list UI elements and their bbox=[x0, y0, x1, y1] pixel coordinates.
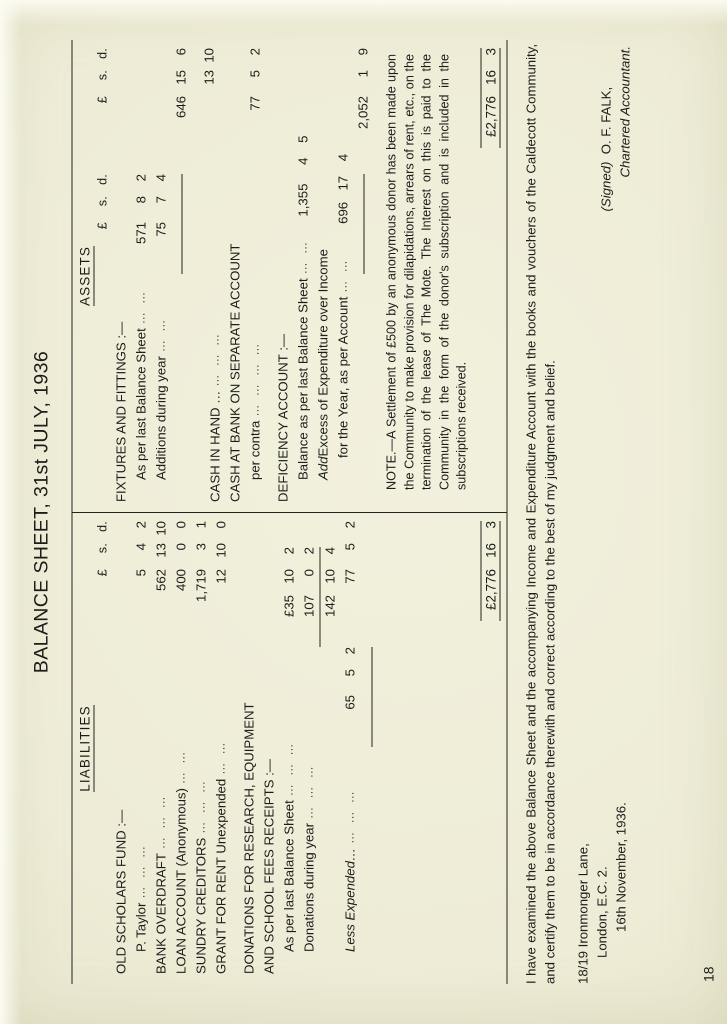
page-title: BALANCE SHEET, 31st JULY, 1936 bbox=[30, 350, 52, 674]
balance-sheet-table bbox=[71, 40, 507, 984]
fixtures-total-row: 646 15 6 bbox=[171, 48, 191, 502]
table-row: CASH IN HAND … … … … 13 10 bbox=[201, 48, 222, 502]
table-row: Donations during year … … … 107 0 2 bbox=[301, 547, 316, 952]
table-row: Balance as per last Balance Sheet … … 1,355 4 5 bbox=[295, 135, 310, 480]
liabilities-header-pence: d. bbox=[95, 521, 109, 532]
table-row: As per last Balance Sheet … … 571 8 2 bbox=[133, 174, 148, 480]
donations-subtotal-row: 142 10 4 bbox=[319, 521, 340, 974]
assets-column-headers bbox=[94, 40, 111, 512]
page-number: 18 bbox=[700, 966, 716, 982]
table-row: LOAN ACCOUNT (Anonymous) … … 400 0 0 bbox=[173, 521, 188, 974]
assets-inner-header-shillings: s. bbox=[95, 196, 109, 207]
table-row: As per last Balance Sheet … … … £35 10 2 bbox=[281, 547, 296, 952]
assets-inner-header-pounds: £ bbox=[95, 222, 109, 230]
address-line-2: London, E.C. 2. bbox=[594, 866, 609, 958]
assets-rows bbox=[111, 40, 373, 512]
liabilities-rows bbox=[111, 513, 380, 984]
assets-heading: ASSETS bbox=[77, 246, 92, 306]
address-line-3: 16th November, 1936. bbox=[613, 802, 628, 932]
donations-rule-row bbox=[360, 521, 380, 974]
liabilities-heading: LIABILITIES bbox=[77, 705, 92, 792]
assets-total: £2,776 16 3 bbox=[480, 48, 500, 148]
auditor-certificate-text: I have examined the above Balance Sheet and the accompanying Income and Expenditure Account with the books and vouchers of the Caldecott Community, and certify them to be in accordance therewith and correct according to the best of my judgment and belief. bbox=[523, 44, 557, 984]
deficiency-add-line: AddExcess of Expenditure over Income bbox=[315, 249, 330, 480]
signature-block bbox=[596, 46, 634, 211]
table-row: Additions during year … … 75 7 4 bbox=[153, 174, 168, 480]
deficiency-title: DEFICIENCY ACCOUNT :— bbox=[275, 333, 290, 502]
assets-outer-header-pence: d. bbox=[95, 48, 109, 59]
table-row: SUNDRY CREDITORS … … … 1,719 3 1 bbox=[193, 521, 208, 974]
assets-note: NOTE.—A Settlement of £500 by an anonymous donor has been made upon the Community to make provision for dilapidations, arrears of rent, etc., on the termination of the lease of The Mote. The Interest on this is paid to the Community in the form of the donor's subscription and is included in the subscriptions received. bbox=[384, 54, 469, 490]
assets-column bbox=[72, 40, 506, 512]
liabilities-header-pounds: £ bbox=[95, 569, 109, 577]
table-row: for the Year, as per Account … … 696 17 4 bbox=[335, 153, 350, 458]
deficiency-total-row: 2,052 1 9 bbox=[353, 48, 373, 502]
liabilities-total: £2,776 16 3 bbox=[480, 521, 500, 621]
liabilities-column-headers bbox=[94, 513, 111, 984]
table-row: OLD SCHOLARS FUND :— bbox=[113, 809, 128, 974]
donations-title-line-2: AND SCHOOL FEES RECEIPTS :— bbox=[261, 759, 276, 974]
cash-at-bank-title: CASH AT BANK ON SEPARATE ACCOUNT bbox=[227, 243, 242, 502]
assets-outer-header-shillings: s. bbox=[95, 70, 109, 81]
table-row: P. Taylor … … … 5 4 2 bbox=[133, 521, 148, 952]
address-line-1: 18/19 Ironmonger Lane, bbox=[575, 843, 590, 984]
table-row: GRANT FOR RENT Unexpended … … 12 10 0 bbox=[213, 521, 228, 974]
signed-name: O. F. FALK, bbox=[598, 86, 613, 155]
fixtures-title: FIXTURES AND FITTINGS :— bbox=[113, 321, 128, 502]
table-row: Less Expended… … … … 65 5 2 77 5 2 bbox=[342, 521, 357, 952]
assets-outer-header-pounds: £ bbox=[95, 96, 109, 104]
liabilities-column bbox=[72, 512, 506, 984]
signed-label: (Signed) bbox=[598, 161, 613, 212]
table-row: BANK OVERDRAFT … … … 562 13 10 bbox=[153, 521, 168, 974]
signed-role: Chartered Accountant. bbox=[617, 46, 632, 178]
liabilities-header-shillings: s. bbox=[95, 543, 109, 554]
assets-inner-header-pence: d. bbox=[95, 174, 109, 185]
donations-title-line-1: DONATIONS FOR RESEARCH, EQUIPMENT bbox=[241, 702, 256, 974]
table-row: per contra … … … … 77 5 2 bbox=[247, 48, 262, 480]
